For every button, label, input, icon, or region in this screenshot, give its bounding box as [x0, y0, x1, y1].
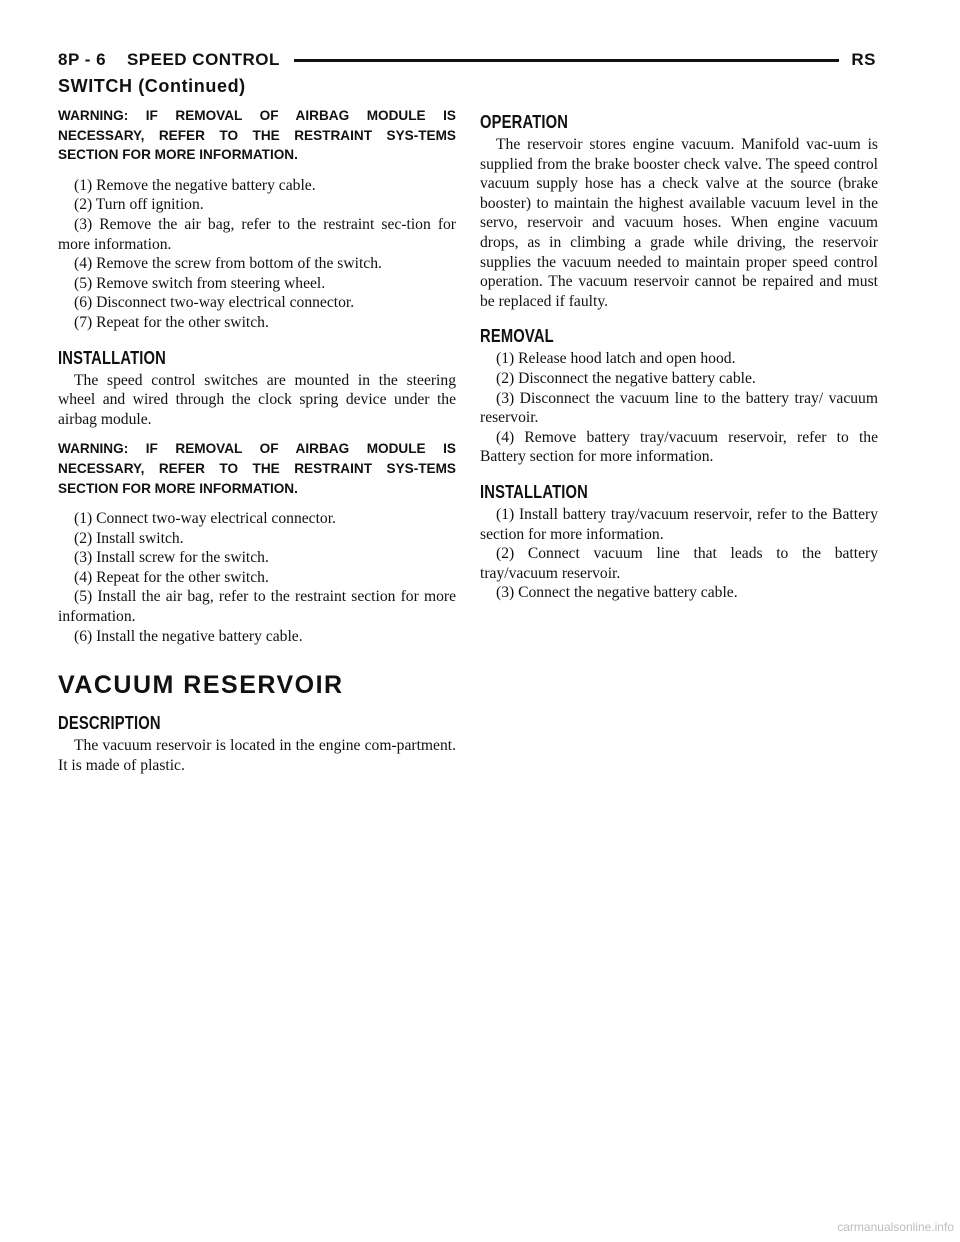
operation-heading: OPERATION	[480, 112, 569, 132]
header-model-code: RS	[851, 50, 876, 69]
removal-step: (1) Release hood latch and open hood.	[496, 350, 736, 368]
removal-step: (2) Turn off ignition.	[74, 196, 204, 214]
removal-heading: REMOVAL	[480, 326, 554, 347]
page-header	[58, 50, 876, 70]
removal-step: (7) Repeat for the other switch.	[74, 313, 269, 331]
operation-text: The reservoir stores engine vacuum. Manifold vac-uum is supplied from the brake booster check valve. The speed control vacuum supply hose has a check valve at the source (brake booster) to maintain the highest available vacuum level in the servo, reservoir and vacuum hoses. When engine vacuum drops, as in climbing a grade while driving, the reservoir supplies the vacuum needed to maintain proper speed control operation. The vacuum reservoir cannot be repaired and must be replaced if faulty.	[480, 136, 878, 310]
installation-step: (2) Connect vacuum line that leads to the battery tray/vacuum reservoir.	[480, 545, 878, 582]
warning-installation: WARNING: IF REMOVAL OF AIRBAG MODULE IS NECESSARY, REFER TO THE RESTRAINT SYS-TEMS SECTION FOR MORE INFORMATION.	[58, 441, 456, 496]
installation-step: (4) Repeat for the other switch.	[74, 568, 269, 586]
removal-step: (6) Disconnect two-way electrical connector.	[74, 294, 355, 312]
installation-heading: INSTALLATION	[58, 347, 167, 368]
installation-step: (6) Install the negative battery cable.	[74, 627, 303, 645]
installation-text: The speed control switches are mounted in the steering wheel and wired through the clock spring device under the airbag module.	[58, 371, 456, 428]
installation-step: (1) Install battery tray/vacuum reservoir, refer to the Battery section for more information.	[480, 505, 878, 543]
left-column	[58, 106, 456, 775]
right-column	[480, 111, 878, 603]
warning-removal: WARNING: IF REMOVAL OF AIRBAG MODULE IS NECESSARY, REFER TO THE RESTRAINT SYS-TEMS SECTION FOR MORE INFORMATION.	[58, 108, 456, 163]
removal-step: (3) Remove the air bag, refer to the restraint sec-tion for more information.	[58, 215, 456, 253]
description-heading: DESCRIPTION	[58, 713, 161, 734]
watermark-footer: carmanualsonline.info	[837, 1220, 954, 1234]
removal-step: (4) Remove the screw from bottom of the switch.	[74, 255, 382, 273]
description-text: The vacuum reservoir is located in the engine com-partment. It is made of plastic.	[58, 737, 456, 774]
removal-step: (5) Remove switch from steering wheel.	[74, 274, 326, 292]
installation-step: (3) Install screw for the switch.	[74, 549, 269, 567]
continued-heading: SWITCH (Continued)	[58, 76, 246, 96]
removal-step: (1) Remove the negative battery cable.	[74, 176, 316, 194]
removal-step: (2) Disconnect the negative battery cable.	[496, 369, 756, 387]
installation-heading: INSTALLATION	[480, 481, 589, 502]
header-rule	[294, 59, 840, 62]
removal-step: (4) Remove battery tray/vacuum reservoir, refer to the Battery section for more information.	[480, 428, 878, 466]
installation-step: (5) Install the air bag, refer to the restraint section for more information.	[58, 588, 456, 626]
installation-step: (3) Connect the negative battery cable.	[496, 584, 738, 602]
removal-step: (3) Disconnect the vacuum line to the battery tray/ vacuum reservoir.	[480, 389, 878, 427]
section-title: VACUUM RESERVOIR	[58, 671, 344, 700]
installation-step: (1) Connect two-way electrical connector.	[74, 510, 336, 528]
installation-step: (2) Install switch.	[74, 529, 184, 547]
header-section-label: 8P - 6 SPEED CONTROL	[58, 50, 280, 69]
